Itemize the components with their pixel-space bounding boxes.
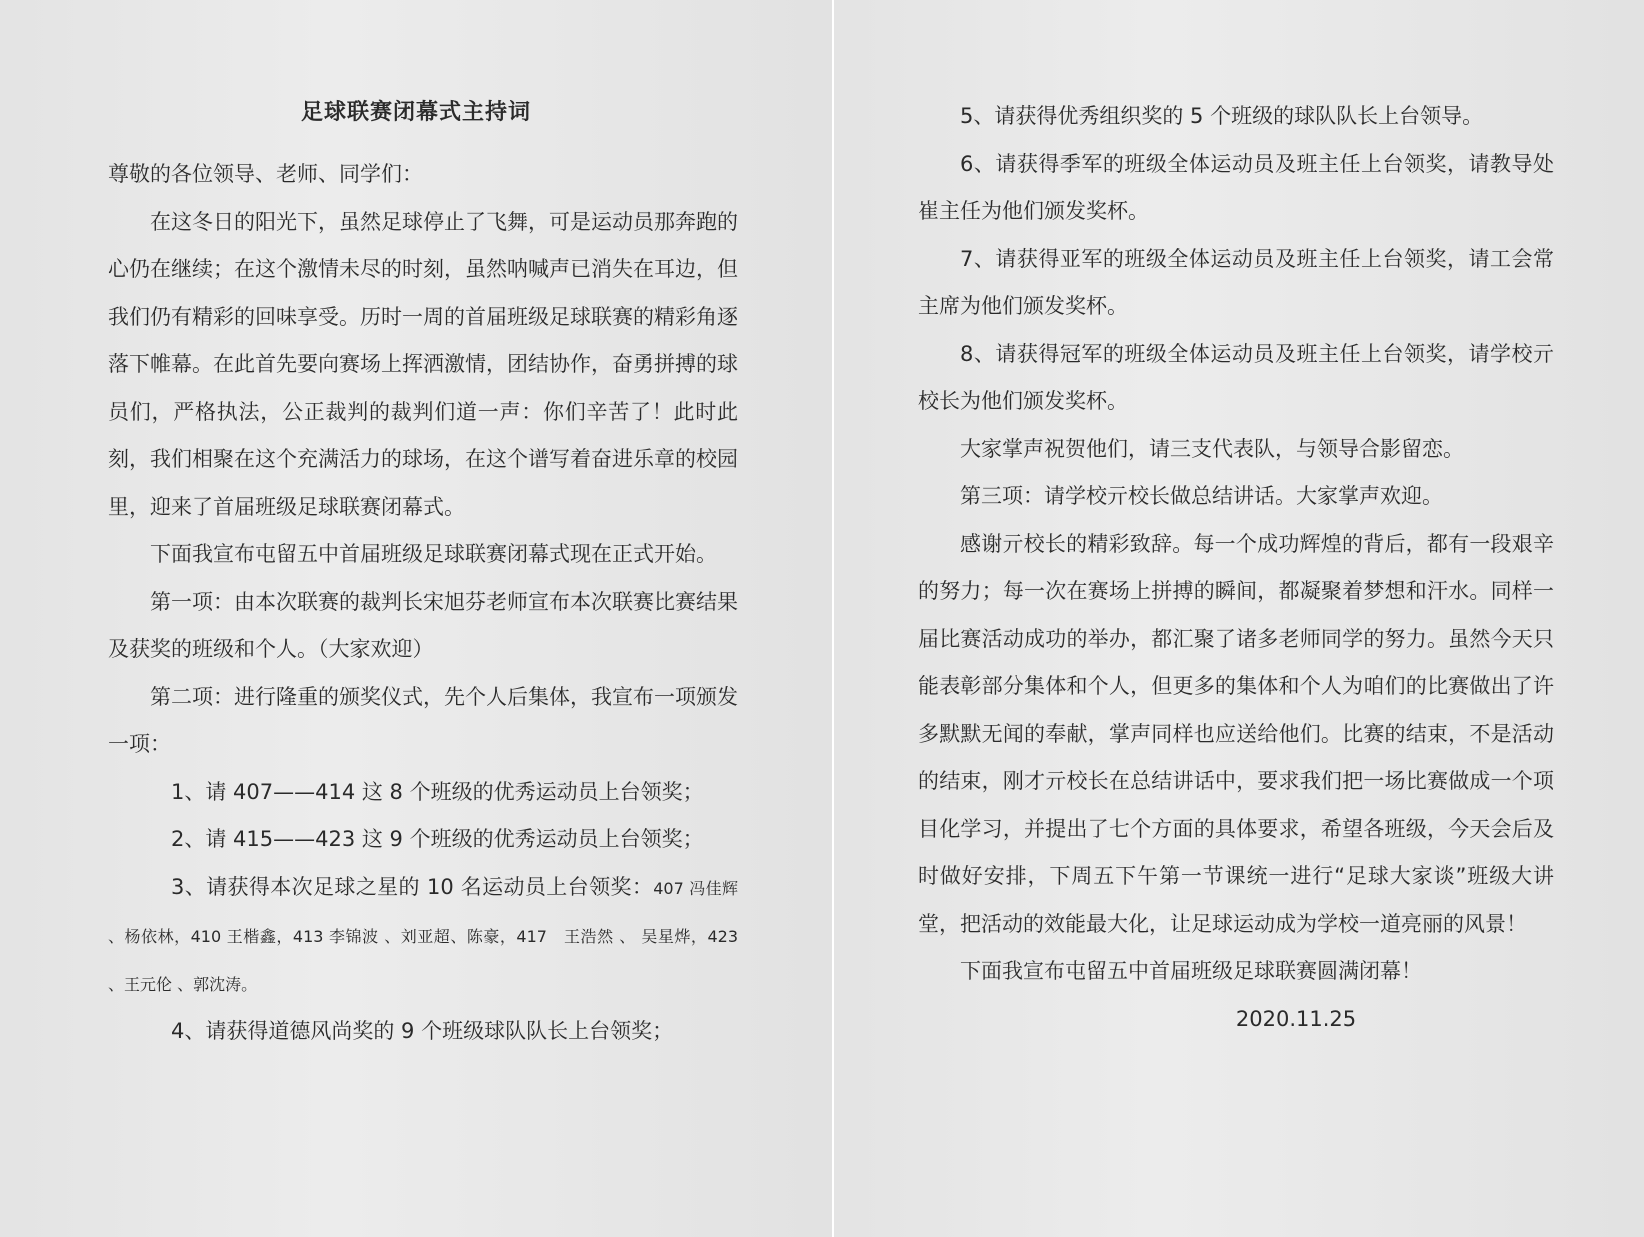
right-page-body (918, 93, 1554, 1043)
closing-paragraph: 下面我宣布屯留五中首届班级足球联赛圆满闭幕！ (960, 959, 1422, 983)
award-item-5: 5、请获得优秀组织奖的 5 个班级的球队队长上台领导。 (960, 104, 1484, 128)
left-page-body (108, 151, 738, 1055)
opening-paragraph: 在这冬日的阳光下，虽然足球停止了飞舞，可是运动员那奔跑的心仍在继续；在这个激情未尽的时刻，虽然呐喊声已消失在耳边，但我们仍有精彩的回味享受。历时一周的首届班级足球联赛的精彩角逐落下帷幕。在此首先要向赛场上挥洒激情，团结协作，奋勇拼搏的球员们，严格执法，公正裁判的裁判们道一声：你们辛苦了！此时此刻，我们相聚在这个充满活力的球场，在这个谱写着奋进乐章的校园里，迎来了首届班级足球联赛闭幕式。 (108, 209, 738, 519)
program-item-2: 第二项：进行隆重的颁奖仪式，先个人后集体，我宣布一项颁发一项： (108, 684, 738, 756)
award-item-4: 4、请获得道德风尚奖的 9 个班级球队队长上台领奖； (171, 1018, 674, 1043)
award-item-7: 7、请获得亚军的班级全体运动员及班主任上台领奖，请工会常主席为他们颁发奖杯。 (918, 246, 1554, 318)
program-item-1: 第一项：由本次联赛的裁判长宋旭芬老师宣布本次联赛比赛结果及获奖的班级和个人。（大家欢迎） (108, 589, 738, 661)
award-item-8: 8、请获得冠军的班级全体运动员及班主任上台领奖，请学校亓校长为他们颁发奖杯。 (918, 341, 1554, 413)
document-title: 足球联赛闭幕式主持词 (300, 100, 531, 125)
football-star-names: 407 冯佳辉 、杨依林，410 王楷鑫，413 李锦波 、刘亚超、陈豪，417 王浩然 、 吴星烨，423 、王元伦 、郭沈涛。 (108, 878, 738, 994)
award-item-3 (108, 864, 738, 1008)
program-item-3: 第三项：请学校亓校长做总结讲话。大家掌声欢迎。 (960, 484, 1443, 508)
right-page (834, 0, 1644, 1237)
thanks-paragraph: 感谢亓校长的精彩致辞。每一个成功辉煌的背后，都有一段艰辛的努力；每一次在赛场上拼搏的瞬间，都凝聚着梦想和汗水。同样一届比赛活动成功的举办，都汇聚了诸多老师同学的努力。虽然今天只能表彰部分集体和个人，但更多的集体和个人为咱们的比赛做出了许多默默无闻的奉献，掌声同样也应送给他们。比赛的结束，不是活动的结束，刚才亓校长在总结讲话中，要求我们把一场比赛做成一个项目化学习，并提出了七个方面的具体要求，希望各班级，今天会后及时做好安排，下周五下午第一节课统一进行“足球大家谈”班级大讲堂，把活动的效能最大化，让足球运动成为学校一道亮丽的风景！ (918, 531, 1554, 936)
document-date: 2020.11.25 (1235, 1006, 1357, 1031)
announcement-paragraph: 下面我宣布屯留五中首届班级足球联赛闭幕式现在正式开始。 (150, 542, 717, 566)
award-item-1: 1、请 407——414 这 8 个班级的优秀运动员上台领奖； (171, 779, 704, 804)
applause-paragraph: 大家掌声祝贺他们，请三支代表队，与领导合影留恋。 (960, 436, 1464, 461)
award-item-2: 2、请 415——423 这 9 个班级的优秀运动员上台领奖； (171, 827, 704, 851)
greeting: 尊敬的各位领导、老师、同学们： (108, 162, 423, 186)
award-item-6: 6、请获得季军的班级全体运动员及班主任上台领奖，请教导处崔主任为他们颁发奖杯。 (918, 151, 1554, 223)
award-item-3-lead: 3、请获得本次足球之星的 10 名运动员上台领奖： (171, 874, 654, 899)
